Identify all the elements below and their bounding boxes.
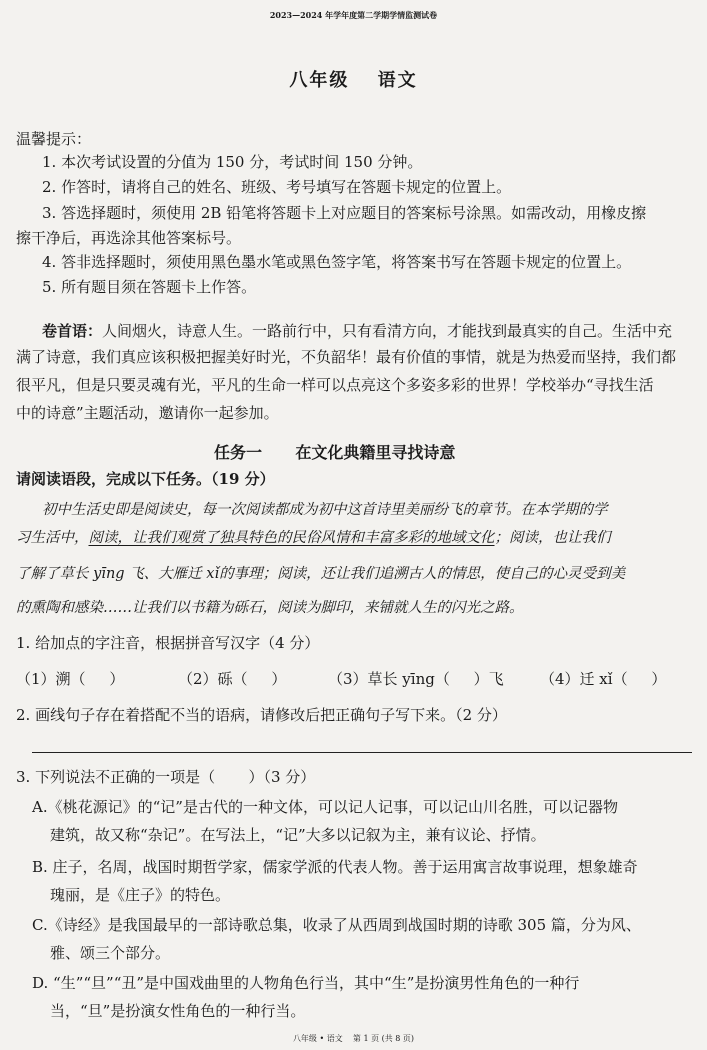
question-1-stem: 1. 给加点的字注音，根据拼音写汉字（4 分） (16, 634, 320, 652)
q3-option-a: A.《桃花源记》的“记”是古代的一种文体，可以记人记事，可以记山川名胜，可以记器物 (32, 798, 618, 816)
preface-line-3: 很平凡，但是只要灵魂有光，平凡的生命一样可以点亮这个多姿多彩的世界！学校举办“寻找生活 (16, 376, 654, 394)
q1-part-b: （2）砾（ ） (178, 670, 287, 688)
passage-line-1: 初中生活史即是阅读史，每一次阅读都成为初中这首诗里美丽纷飞的章节。在本学期的学 (42, 502, 608, 518)
subject-title: 八年级 语文 (289, 70, 418, 91)
task1-instruction: 请阅读语段，完成以下任务。（19 分） (16, 470, 275, 488)
exam-title: 2023—2024 年学年度第二学期学情监测试卷 (269, 10, 438, 20)
q3-option-a-cont: 建筑，故又称“杂记”。在写法上，“记”大多以记叙为主，兼有议论、抒情。 (50, 826, 546, 844)
preface-label: 卷首语： (42, 322, 103, 340)
tips-heading: 温馨提示： (16, 130, 92, 148)
q3-option-d-cont: 当，“旦”是扮演女性角色的一种行当。 (50, 1002, 306, 1020)
tip-item: 4. 答非选择题时，须使用黑色墨水笔或黑色签字笔，将答案书写在答题卡规定的位置上。 (42, 253, 632, 271)
q3-option-b-cont: 瑰丽，是《庄子》的特色。 (50, 886, 231, 904)
preface-line-1: 卷首语：人间烟火，诗意人生。一路前行中，只有看清方向，才能找到最真实的自己。生活中充 (42, 322, 673, 340)
passage-line-4: 的熏陶和感染……让我们以书籍为砾石，阅读为脚印，来铺就人生的闪光之路。 (16, 600, 524, 616)
q3-option-c: C.《诗经》是我国最早的一部诗歌总集，收录了从西周到战国时期的诗歌 305 篇，分为风、 (32, 916, 641, 934)
passage-line-3: 了解了草长 yīng 飞、大雁迁 xǐ的事理；阅读，还让我们追溯古人的情思，使自己的心灵受到美 (16, 566, 626, 582)
q1-part-c: （3）草长 yīng（ ）飞 (328, 670, 504, 688)
preface-line-2: 满了诗意，我们真应该积极把握美好时光，不负韶华！最有价值的事情，就是为热爱而坚持，我们都 (16, 348, 677, 366)
task1-title: 任务一 在文化典籍里寻找诗意 (214, 443, 456, 462)
tip-item: 2. 作答时，请将自己的姓名、班级、考号填写在答题卡规定的位置上。 (42, 178, 512, 196)
tip-item: 5. 所有题目须在答题卡上作答。 (42, 278, 257, 296)
q3-option-c-cont: 雅、颂三个部分。 (50, 944, 171, 962)
question-3-stem: 3. 下列说法不正确的一项是（ ）（3 分） (16, 768, 316, 786)
tip-item: 1. 本次考试设置的分值为 150 分，考试时间 150 分钟。 (42, 153, 423, 171)
q1-part-d: （4）迁 xǐ（ ） (540, 670, 667, 688)
preface-line-4: 中的诗意”主题活动，邀请你一起参加。 (16, 404, 279, 422)
q1-part-a: （1）溯（ ） (16, 670, 125, 688)
answer-line (32, 752, 692, 753)
q3-option-d: D. “生”“旦”“丑”是中国戏曲里的人物角色行当，其中“生”是扮演男性角色的一种行 (32, 974, 580, 992)
underlined-sentence: 阅读，让我们观赏了独具特色的民俗风情和丰富多彩的地域文化 (88, 530, 495, 546)
page-footer: 八年级 • 语文 第 1 页 (共 8 页) (292, 1034, 415, 1043)
tip-item: 3. 答选择题时，须使用 2B 铅笔将答题卡上对应题目的答案标号涂黑。如需改动，用橡皮擦 (42, 204, 647, 222)
q3-option-b: B. 庄子，名周，战国时期哲学家，儒家学派的代表人物。善于运用寓言故事说理，想象雄奇 (32, 858, 638, 876)
passage-line-2: 习生活中，阅读，让我们观赏了独具特色的民俗风情和丰富多彩的地域文化；阅读，也让我们 (16, 530, 611, 546)
question-2-stem: 2. 画线句子存在着搭配不当的语病，请修改后把正确句子写下来。（2 分） (16, 706, 507, 724)
tip-item: 擦干净后，再选涂其他答案标号。 (16, 229, 242, 247)
